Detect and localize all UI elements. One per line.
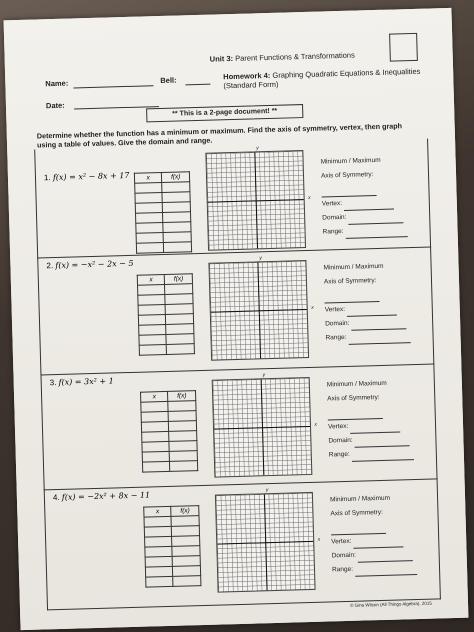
field-label: Vertex:	[327, 422, 349, 431]
table-of-values	[137, 273, 195, 356]
problem-function	[44, 171, 130, 182]
name-label: Name:	[45, 78, 69, 89]
field-label: Minimum / Maximum	[320, 156, 381, 166]
table-cell[interactable]	[164, 242, 192, 253]
axis-of-symmetry-field[interactable]	[324, 273, 432, 304]
answer-fields	[327, 376, 436, 463]
problem-number: 3.	[49, 378, 57, 388]
y-axis-label: y	[259, 255, 262, 262]
field-label: Vertex:	[324, 305, 346, 314]
field-label: Axis of Symmetry:	[330, 508, 383, 518]
field-label: Domain:	[331, 551, 356, 560]
worksheet-page	[4, 8, 469, 630]
field-label: Range:	[325, 333, 347, 342]
field-label: Domain:	[325, 319, 350, 328]
table-header-fx: f(x)	[168, 391, 196, 402]
table-row	[146, 576, 201, 588]
copyright: © Gina Wilson (All Things Algebra), 2015	[349, 600, 432, 608]
problem-section	[40, 363, 437, 490]
problem-number: 2.	[46, 261, 54, 271]
table-header-x: x	[134, 173, 162, 184]
date-label: Date:	[45, 100, 65, 111]
x-axis-label: x	[317, 536, 321, 543]
answer-fields	[330, 490, 439, 577]
coordinate-grid[interactable]	[212, 372, 318, 478]
table-of-values	[134, 171, 192, 254]
table-row	[136, 242, 191, 254]
bell-field[interactable]	[185, 84, 210, 86]
y-axis-label: y	[262, 372, 266, 379]
field-label: Axis of Symmetry:	[320, 171, 374, 180]
y-axis-label: y	[265, 487, 269, 494]
range-field[interactable]	[332, 560, 439, 577]
field-label: Range:	[328, 450, 350, 459]
table-header-x: x	[144, 506, 172, 517]
problem-section	[37, 247, 434, 379]
table-row	[139, 344, 194, 356]
x-axis-label: x	[311, 304, 314, 311]
range-field[interactable]	[322, 223, 429, 240]
x-axis-label: x	[314, 421, 318, 428]
field-label: Domain:	[322, 213, 347, 222]
table-header-fx: f(x)	[171, 506, 199, 517]
field-label: Vertex:	[331, 537, 352, 546]
table-of-values	[143, 505, 201, 588]
field-label: Minimum / Maximum	[329, 494, 391, 504]
problem-section	[44, 478, 441, 610]
answer-line[interactable]	[355, 574, 417, 577]
answer-line[interactable]	[349, 342, 411, 345]
problem-function	[46, 259, 133, 270]
table-header-x: x	[137, 274, 165, 285]
field-label: Minimum / Maximum	[326, 379, 387, 389]
y-axis-label: y	[256, 145, 259, 152]
table-of-values	[140, 390, 198, 473]
field-label: Minimum / Maximum	[323, 262, 384, 272]
table-cell[interactable]	[173, 576, 201, 587]
table-cell[interactable]	[136, 242, 164, 253]
coordinate-grid[interactable]	[208, 255, 314, 361]
field-label: Axis of Symmetry:	[323, 277, 377, 286]
field-label: Range:	[322, 227, 344, 236]
homework-title: Homework 4: Graphing Quadratic Equations & Inequalities (Standard Form)	[223, 66, 421, 91]
answer-line[interactable]	[346, 236, 408, 239]
table-cell[interactable]	[139, 344, 167, 355]
axis-of-symmetry-field[interactable]	[327, 389, 435, 420]
table-row	[142, 461, 197, 473]
field-label: Domain:	[328, 436, 353, 445]
bell-label: Bell:	[160, 75, 177, 86]
table-header-fx: f(x)	[162, 172, 190, 183]
function-expression: f(x) = −x² − 2x − 5	[55, 258, 134, 271]
table-cell[interactable]	[167, 344, 195, 355]
function-expression: f(x) = 3x² + 1	[58, 376, 114, 387]
problem-section	[34, 139, 431, 262]
range-field[interactable]	[329, 445, 436, 462]
coordinate-grid[interactable]	[215, 487, 321, 593]
name-field[interactable]	[73, 85, 153, 88]
problem-number: 4.	[52, 492, 60, 503]
field-label: Range:	[331, 565, 354, 574]
function-expression: f(x) = x² − 8x + 17	[52, 170, 130, 183]
table-header-fx: f(x)	[165, 274, 193, 285]
table-header-x: x	[141, 391, 169, 402]
problem-number: 1.	[43, 173, 51, 183]
problem-function	[50, 376, 114, 387]
x-axis-label: x	[308, 194, 311, 201]
table-cell[interactable]	[142, 461, 170, 472]
range-field[interactable]	[325, 329, 432, 346]
instructions: Determine whether the function has a minimum or maximum. Find the axis of symmetry, vertex, then graph using a table of values. Give the domain and range.	[36, 121, 403, 150]
answer-fields	[323, 259, 432, 346]
table-cell[interactable]	[146, 576, 174, 587]
function-expression: f(x) = −2x² + 8x − 11	[61, 490, 151, 502]
field-label: Vertex:	[321, 199, 343, 208]
axis-of-symmetry-field[interactable]	[330, 504, 438, 535]
table-cell[interactable]	[170, 461, 198, 472]
field-label: Axis of Symmetry:	[327, 394, 380, 403]
two-page-notice: ** This is a 2-page document! **	[146, 104, 303, 122]
answer-fields	[320, 153, 429, 240]
coordinate-grid[interactable]	[205, 145, 311, 251]
answer-line[interactable]	[352, 459, 414, 462]
axis-of-symmetry-field[interactable]	[321, 167, 429, 198]
score-box	[389, 33, 418, 62]
unit-title: Unit 3: Parent Functions & Transformations	[209, 50, 355, 64]
problem-function	[53, 490, 150, 502]
